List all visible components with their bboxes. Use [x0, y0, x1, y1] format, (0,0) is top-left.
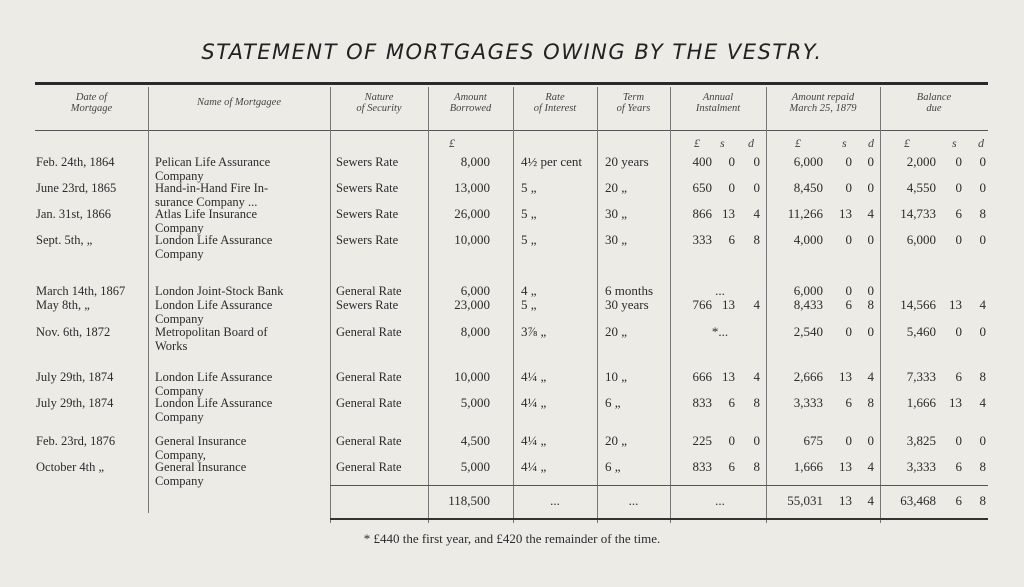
row-balance-shillings: 0	[955, 324, 962, 339]
row-instalment-pounds: 333	[692, 232, 712, 247]
row-rate: 5 „	[521, 232, 537, 247]
column-header-line: March 25, 1879	[789, 103, 857, 114]
row-term: 10 „	[605, 369, 628, 384]
row-instalment-pence: 0	[753, 180, 760, 195]
total-rate: ...	[550, 493, 560, 508]
row-balance-pounds: 2,000	[906, 154, 936, 169]
row-instalment-shillings: 13	[722, 206, 735, 221]
total-repaid-shillings: 13	[839, 493, 852, 508]
row-term: 6 „	[605, 395, 621, 410]
row-rate: 4¼ „	[521, 369, 547, 384]
row-instalment-pounds: 666	[692, 369, 712, 384]
unit-instalment: £	[694, 136, 700, 150]
row-balance-shillings: 0	[955, 433, 962, 448]
row-repaid-pounds: 4,000	[793, 232, 823, 247]
column-header-repaid	[766, 92, 880, 114]
row-mortgagee-name: London Life Assurance	[155, 233, 273, 247]
row-instalment: *...	[711, 324, 729, 339]
row-term: 20 „	[605, 324, 628, 339]
row-date: Feb. 24th, 1864	[36, 155, 115, 169]
row-repaid-pounds: 675	[803, 433, 823, 448]
row-mortgagee-name: Metropolitan Board of	[155, 325, 268, 339]
row-date: June 23rd, 1865	[36, 181, 117, 195]
row-instalment-shillings: 13	[722, 297, 735, 312]
row-security: General Rate	[336, 434, 402, 448]
column-divider	[148, 87, 149, 513]
row-mortgagee-name: Company	[155, 312, 204, 326]
column-header-line: Nature	[364, 92, 394, 103]
unit-balance: d	[978, 136, 984, 150]
row-security: General Rate	[336, 325, 402, 339]
column-header-balance	[880, 92, 988, 114]
row-balance-shillings: 0	[955, 180, 962, 195]
row-repaid-pence: 0	[867, 324, 874, 339]
row-balance-shillings: 0	[955, 232, 962, 247]
row-repaid-pence: 0	[867, 154, 874, 169]
row-balance-pounds: 4,550	[906, 180, 936, 195]
column-header-line: Rate	[545, 92, 565, 103]
column-header-instalment	[670, 92, 766, 114]
row-term: 6 months	[605, 283, 654, 298]
row-repaid-pounds: 6,000	[793, 154, 823, 169]
row-borrowed: 26,000	[454, 206, 490, 221]
row-mortgagee-name: Company	[155, 384, 204, 398]
row-mortgagee-name: London Life Assurance	[155, 370, 273, 384]
row-repaid-pounds: 11,266	[787, 206, 823, 221]
column-header-line: Amount repaid	[791, 92, 855, 103]
column-header-line: Amount	[454, 92, 487, 103]
row-instalment-pence: 0	[753, 154, 760, 169]
row-balance-shillings: 6	[955, 459, 962, 474]
row-instalment-shillings: 13	[722, 369, 735, 384]
row-repaid-pence: 0	[867, 283, 874, 298]
column-header-line: of Interest	[533, 103, 577, 114]
row-instalment-pounds: 766	[692, 297, 712, 312]
column-header-line: Annual	[702, 92, 734, 103]
row-borrowed: 10,000	[454, 232, 490, 247]
row-balance-pence: 0	[979, 154, 986, 169]
column-divider	[330, 87, 331, 523]
row-mortgagee-name: Hand-in-Hand Fire In-	[155, 181, 269, 195]
total-repaid-pounds: 55,031	[787, 493, 823, 508]
document-title: STATEMENT OF MORTGAGES OWING BY THE VESTRY.	[201, 40, 823, 64]
row-repaid-pence: 0	[867, 180, 874, 195]
total-balance-shillings: 6	[955, 493, 962, 508]
row-mortgagee-name: London Life Assurance	[155, 298, 273, 312]
row-repaid-shillings: 6	[845, 297, 852, 312]
column-header-term	[597, 92, 670, 114]
row-instalment-pence: 0	[753, 433, 760, 448]
row-date: Nov. 6th, 1872	[36, 325, 111, 339]
column-header-borrowed	[428, 92, 513, 114]
row-repaid-pence: 8	[867, 395, 874, 410]
row-instalment-pounds: 650	[692, 180, 712, 195]
unit-balance: s	[952, 136, 957, 150]
row-term: 20 „	[605, 433, 628, 448]
row-instalment-pence: 4	[753, 297, 760, 312]
row-balance-pence: 4	[979, 297, 986, 312]
row-repaid-pence: 4	[867, 206, 874, 221]
row-balance-pounds: 7,333	[906, 369, 936, 384]
row-balance-pounds: 6,000	[906, 232, 936, 247]
row-balance-pounds: 1,666	[906, 395, 936, 410]
row-repaid-pounds: 6,000	[793, 283, 823, 298]
row-repaid-pounds: 1,666	[793, 459, 823, 474]
column-header-line: of Security	[356, 103, 402, 114]
row-rate: 3⅞ „	[521, 324, 547, 339]
row-mortgagee-name: surance Company ...	[155, 195, 258, 209]
total-balance-pounds: 63,468	[900, 493, 936, 508]
row-instalment: ...	[715, 283, 725, 298]
row-mortgagee-name: London Joint-Stock Bank	[155, 284, 284, 298]
totals-rule-bottom	[330, 518, 988, 520]
footnote: * £440 the first year, and £420 the remainder of the time.	[363, 531, 661, 546]
row-instalment-pence: 8	[753, 459, 760, 474]
row-balance-pounds: 14,733	[900, 206, 936, 221]
row-repaid-shillings: 0	[845, 283, 852, 298]
row-repaid-shillings: 6	[845, 395, 852, 410]
row-instalment-pounds: 225	[692, 433, 712, 448]
row-repaid-pounds: 2,540	[793, 324, 823, 339]
row-security: General Rate	[336, 370, 402, 384]
row-term: 30 years	[605, 297, 649, 312]
row-balance-pence: 4	[979, 395, 986, 410]
column-header-line: Date of	[75, 92, 108, 103]
total-balance-pence: 8	[979, 493, 986, 508]
row-rate: 4 „	[521, 283, 537, 298]
unit-repaid: £	[795, 136, 801, 150]
row-mortgagee-name: Atlas Life Insurance	[155, 207, 258, 221]
row-instalment-pounds: 833	[692, 459, 712, 474]
row-instalment-pounds: 400	[692, 154, 712, 169]
column-header-line: Borrowed	[449, 103, 492, 114]
row-security: Sewers Rate	[336, 207, 399, 221]
row-balance-pence: 0	[979, 324, 986, 339]
row-instalment-pounds: 866	[692, 206, 712, 221]
row-repaid-pounds: 8,450	[793, 180, 823, 195]
row-balance-pounds: 3,825	[906, 433, 936, 448]
unit-instalment: d	[748, 136, 754, 150]
row-balance-shillings: 0	[955, 154, 962, 169]
row-mortgagee-name: London Life Assurance	[155, 396, 273, 410]
row-rate: 4¼ „	[521, 459, 547, 474]
column-header-line: Term	[622, 92, 645, 103]
row-rate: 4¼ „	[521, 433, 547, 448]
unit-repaid: s	[842, 136, 847, 150]
row-date: July 29th, 1874	[36, 370, 114, 384]
row-repaid-pounds: 2,666	[793, 369, 823, 384]
row-mortgagee-name: Company	[155, 169, 204, 183]
row-instalment-shillings: 6	[728, 395, 735, 410]
row-borrowed: 4,500	[460, 433, 490, 448]
row-instalment-shillings: 0	[728, 180, 735, 195]
row-mortgagee-name: General Insurance	[155, 460, 247, 474]
row-date: May 8th, „	[36, 298, 90, 312]
row-term: 30 „	[605, 206, 628, 221]
row-borrowed: 8,000	[460, 154, 490, 169]
row-instalment-pence: 8	[753, 395, 760, 410]
unit-instalment: s	[720, 136, 725, 150]
row-borrowed: 23,000	[454, 297, 490, 312]
row-balance-pence: 8	[979, 369, 986, 384]
row-rate: 5 „	[521, 297, 537, 312]
row-balance-pence: 0	[979, 232, 986, 247]
row-repaid-pence: 0	[867, 433, 874, 448]
row-borrowed: 5,000	[460, 395, 490, 410]
total-instalment: ...	[715, 493, 725, 508]
row-repaid-shillings: 13	[839, 459, 852, 474]
row-date: March 14th, 1867	[36, 284, 126, 298]
column-header-name	[148, 97, 330, 108]
row-balance-pounds: 14,566	[900, 297, 936, 312]
row-term: 20 years	[605, 154, 649, 169]
row-balance-pounds: 3,333	[906, 459, 936, 474]
row-repaid-shillings: 0	[845, 154, 852, 169]
column-header-security	[330, 92, 428, 114]
row-balance-shillings: 13	[949, 297, 962, 312]
row-instalment-shillings: 0	[728, 433, 735, 448]
row-repaid-shillings: 0	[845, 232, 852, 247]
row-date: Feb. 23rd, 1876	[36, 434, 116, 448]
column-header-line: Mortgage	[70, 103, 113, 114]
row-repaid-shillings: 0	[845, 180, 852, 195]
row-mortgagee-name: Company	[155, 247, 204, 261]
row-instalment-shillings: 0	[728, 154, 735, 169]
row-instalment-pounds: 833	[692, 395, 712, 410]
column-header-line: Balance	[916, 92, 952, 103]
row-rate: 5 „	[521, 206, 537, 221]
total-repaid-pence: 4	[867, 493, 874, 508]
row-security: Sewers Rate	[336, 233, 399, 247]
row-rate: 4¼ „	[521, 395, 547, 410]
row-security: General Rate	[336, 284, 402, 298]
row-balance-pence: 0	[979, 433, 986, 448]
row-instalment-shillings: 6	[728, 459, 735, 474]
row-security: Sewers Rate	[336, 298, 399, 312]
column-header-line: Name of Mortgagee	[197, 97, 281, 108]
total-term: ...	[628, 493, 639, 508]
row-mortgagee-name: Company,	[155, 448, 206, 462]
row-repaid-pounds: 8,433	[793, 297, 823, 312]
row-term: 30 „	[605, 232, 628, 247]
row-mortgagee-name: Pelican Life Assurance	[155, 155, 271, 169]
row-security: Sewers Rate	[336, 181, 399, 195]
row-date: Sept. 5th, „	[36, 233, 93, 247]
row-mortgagee-name: Company	[155, 410, 204, 424]
row-term: 20 „	[605, 180, 628, 195]
column-header-line: of Years	[616, 103, 651, 114]
row-instalment-shillings: 6	[728, 232, 735, 247]
row-date: Jan. 31st, 1866	[36, 207, 111, 221]
unit-balance: £	[904, 136, 910, 150]
row-rate: 5 „	[521, 180, 537, 195]
row-repaid-pounds: 3,333	[793, 395, 823, 410]
row-rate: 4½ per cent	[521, 154, 583, 169]
row-repaid-pence: 4	[867, 459, 874, 474]
row-repaid-shillings: 13	[839, 206, 852, 221]
row-security: General Rate	[336, 396, 402, 410]
row-instalment-pence: 4	[753, 206, 760, 221]
row-repaid-pence: 4	[867, 369, 874, 384]
column-divider	[597, 87, 598, 523]
row-borrowed: 8,000	[460, 324, 490, 339]
totals-rule-top	[330, 485, 988, 486]
column-header-date	[35, 92, 148, 114]
row-balance-shillings: 6	[955, 206, 962, 221]
row-borrowed: 6,000	[460, 283, 490, 298]
column-header-line: Instalment	[695, 103, 741, 114]
row-borrowed: 13,000	[454, 180, 490, 195]
row-mortgagee-name: Company	[155, 474, 204, 488]
row-security: Sewers Rate	[336, 155, 399, 169]
row-date: July 29th, 1874	[36, 396, 114, 410]
row-repaid-pence: 0	[867, 232, 874, 247]
row-mortgagee-name: Works	[155, 339, 188, 353]
row-security: General Rate	[336, 460, 402, 474]
unit-borrowed: £	[449, 136, 455, 150]
top-rule	[35, 82, 988, 85]
total-borrowed: 118,500	[448, 493, 490, 508]
row-repaid-shillings: 13	[839, 369, 852, 384]
row-repaid-shillings: 0	[845, 433, 852, 448]
row-date: October 4th „	[36, 460, 105, 474]
unit-repaid: d	[868, 136, 874, 150]
row-borrowed: 5,000	[460, 459, 490, 474]
row-term: 6 „	[605, 459, 621, 474]
header-rule	[35, 130, 988, 131]
row-repaid-shillings: 0	[845, 324, 852, 339]
column-header-rate	[513, 92, 597, 114]
row-balance-shillings: 6	[955, 369, 962, 384]
row-balance-pounds: 5,460	[906, 324, 936, 339]
row-balance-pence: 0	[979, 180, 986, 195]
row-mortgagee-name: General Insurance	[155, 434, 247, 448]
column-header-line: due	[926, 103, 942, 114]
row-borrowed: 10,000	[454, 369, 490, 384]
row-balance-pence: 8	[979, 459, 986, 474]
row-instalment-pence: 4	[753, 369, 760, 384]
row-balance-shillings: 13	[949, 395, 962, 410]
column-divider	[513, 87, 514, 523]
row-repaid-pence: 8	[867, 297, 874, 312]
row-mortgagee-name: Company	[155, 221, 204, 235]
row-balance-pence: 8	[979, 206, 986, 221]
row-instalment-pence: 8	[753, 232, 760, 247]
